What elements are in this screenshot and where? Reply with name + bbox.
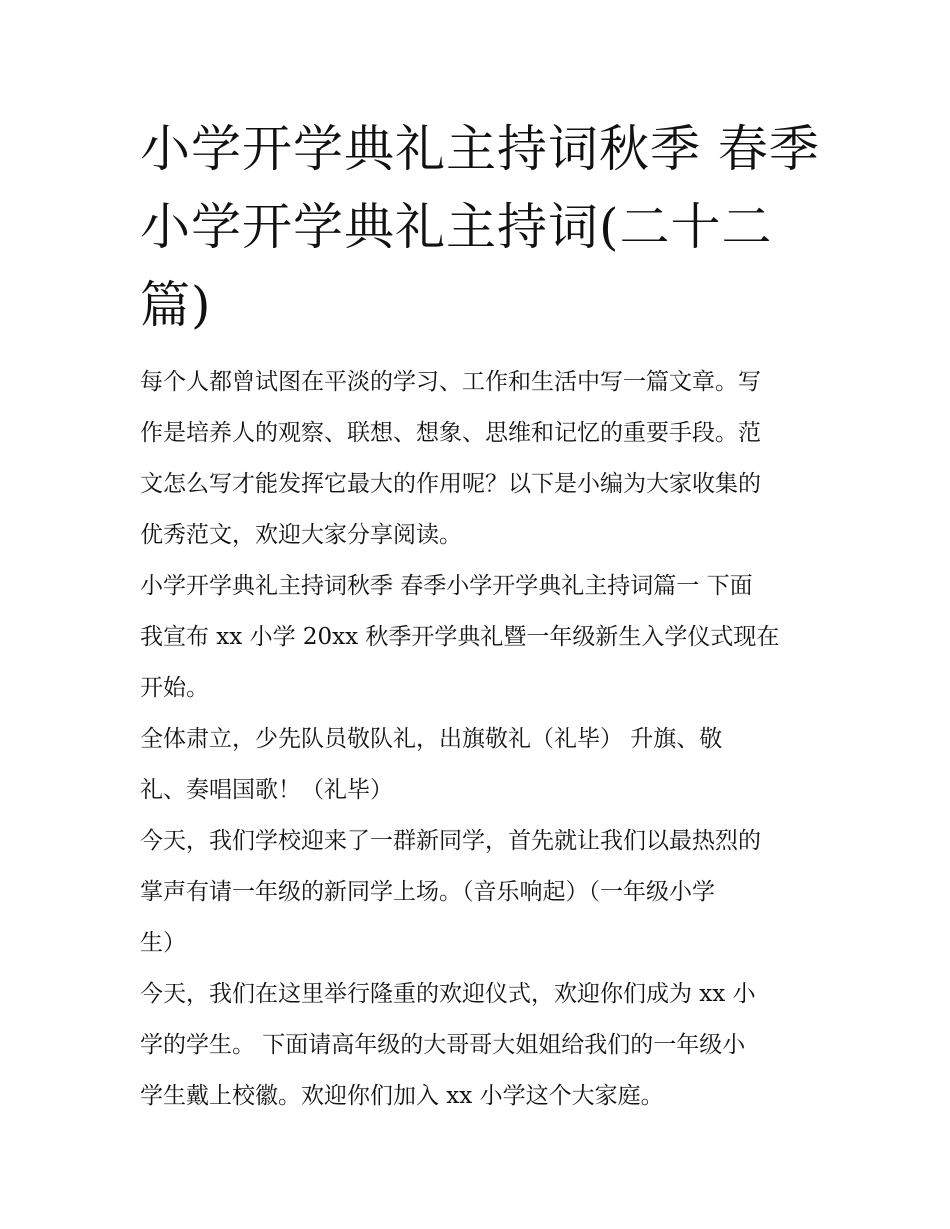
text-line: 今天，我们在这里举行隆重的欢迎仪式，欢迎你们成为 xx 小 — [140, 981, 756, 1007]
document-title — [140, 110, 820, 344]
title-line: 篇) — [140, 276, 212, 334]
text-line: 每个人都曾试图在平淡的学习、工作和生活中写一篇文章。写 — [140, 369, 761, 395]
text-line: 小学开学典礼主持词秋季 春季小学开学典礼主持词篇一 下面 — [140, 573, 753, 599]
opening-paragraph — [140, 561, 820, 714]
text-line: 生） — [140, 930, 186, 956]
intro-paragraph — [140, 357, 820, 561]
text-line: 全体肃立，少先队员敬队礼，出旗敬礼（礼毕） 升旗、敬 — [140, 726, 723, 752]
text-line: 掌声有请一年级的新同学上场。（音乐响起）（一年级小学 — [140, 879, 715, 905]
text-line: 学生戴上校徽。欢迎你们加入 xx 小学这个大家庭。 — [140, 1083, 664, 1109]
text-line: 文怎么写才能发挥它最大的作用呢？以下是小编为大家收集的 — [140, 471, 761, 497]
welcome-students-paragraph — [140, 816, 820, 969]
title-line: 小学开学典礼主持词秋季 春季 — [140, 120, 820, 178]
text-line: 我宣布 xx 小学 20xx 秋季开学典礼暨一年级新生入学仪式现在 — [140, 624, 780, 650]
text-line: 开始。 — [140, 675, 209, 701]
flag-ceremony-paragraph — [140, 714, 820, 816]
text-line: 作是培养人的观察、联想、想象、思维和记忆的重要手段。范 — [140, 420, 761, 446]
document-body — [140, 357, 820, 1122]
badge-ceremony-paragraph — [140, 969, 820, 1122]
text-line: 礼、奏唱国歌！（礼毕） — [140, 777, 393, 803]
title-line: 小学开学典礼主持词(二十二 — [140, 198, 773, 256]
text-line: 学的学生。 下面请高年级的大哥哥大姐姐给我们的一年级小 — [140, 1032, 746, 1058]
text-line: 今天，我们学校迎来了一群新同学，首先就让我们以最热烈的 — [140, 828, 761, 854]
text-line: 优秀范文，欢迎大家分享阅读。 — [140, 522, 462, 548]
